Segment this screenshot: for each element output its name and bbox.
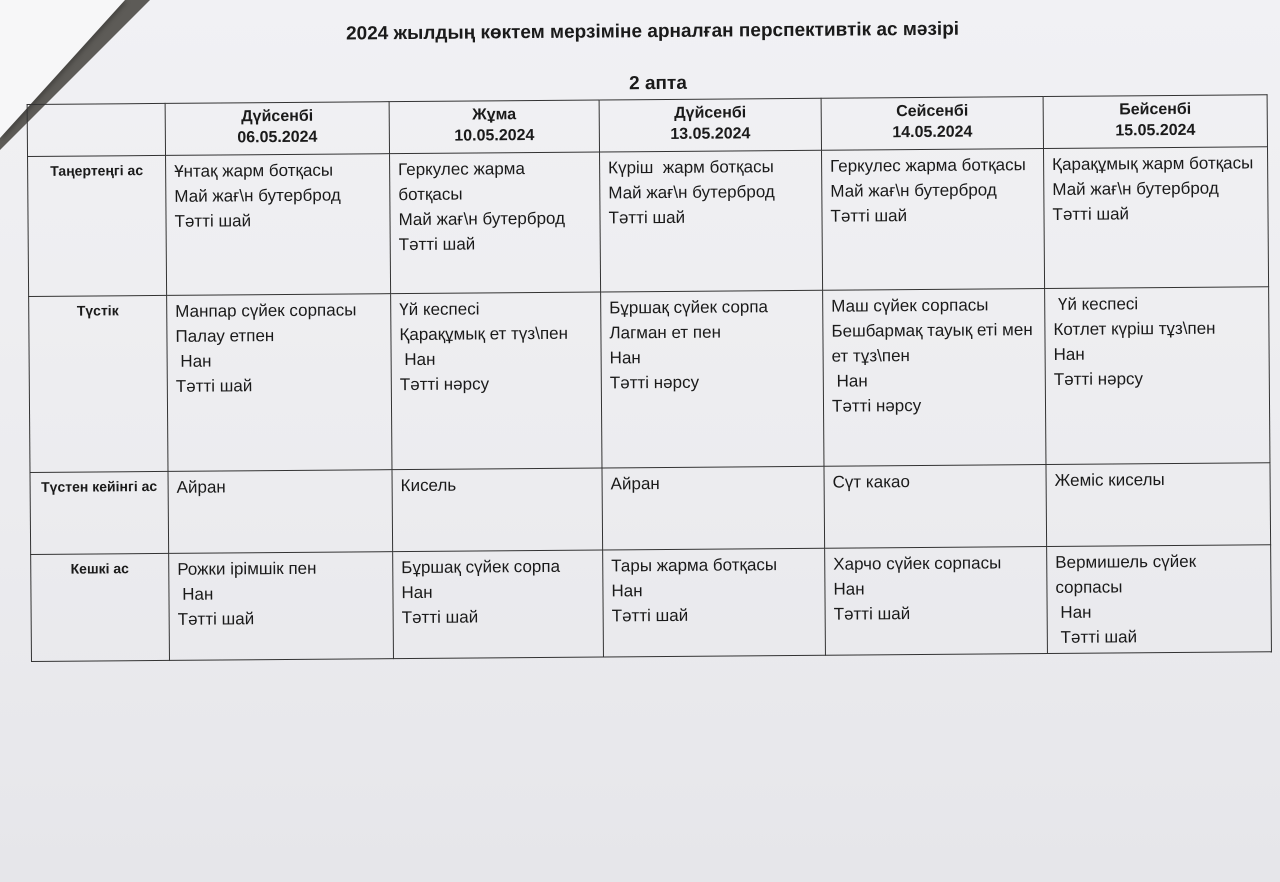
dish-item: Лагман ет пен	[609, 322, 722, 343]
dish-item: Нан	[831, 371, 868, 391]
dish-item: Геркулес жарма ботқасы	[830, 155, 1026, 176]
menu-cell	[1045, 287, 1270, 465]
menu-cell	[825, 547, 1048, 656]
meal-label: Түстен кейінгі ас	[30, 471, 169, 554]
column-header	[821, 97, 1043, 151]
dish-item: Май жағ\н бутерброд	[174, 185, 341, 206]
column-header	[1043, 95, 1267, 149]
corner-cell	[27, 103, 165, 156]
meal-row	[28, 147, 1269, 297]
meal-label: Таңертеңгі ас	[28, 155, 167, 296]
day-name: Жұма	[472, 106, 517, 124]
day-name: Сейсенбі	[896, 102, 969, 121]
menu-cell	[390, 152, 601, 294]
meal-row	[29, 287, 1270, 473]
dish-item: Үй кеспесі	[1053, 294, 1139, 314]
menu-table-body	[28, 147, 1272, 662]
menu-cell	[391, 292, 602, 470]
day-date: 10.05.2024	[454, 127, 535, 145]
day-date: 13.05.2024	[670, 125, 751, 143]
dish-item: Тәтті шай	[398, 234, 476, 255]
dish-item: Нан	[175, 351, 212, 371]
dish-item: Сүт какао	[832, 472, 910, 492]
meal-row	[31, 545, 1272, 662]
day-date: 14.05.2024	[892, 123, 973, 142]
dish-item: Кисель	[400, 475, 457, 496]
menu-cell	[169, 552, 394, 661]
dish-item: Тәтті нәрсу	[399, 374, 490, 395]
dish-item: Тәтті шай	[830, 206, 908, 226]
dish-item: Үй кеспесі	[399, 299, 480, 320]
dish-item: Айран	[610, 474, 660, 494]
column-header	[165, 102, 389, 156]
menu-table	[27, 94, 1272, 662]
dish-item: Жеміс киселы	[1054, 470, 1165, 490]
dish-item: Күріш жарм ботқасы	[608, 157, 774, 178]
meal-label: Түстік	[29, 295, 168, 472]
menu-cell	[392, 468, 603, 552]
menu-cell	[822, 149, 1045, 291]
dish-item: Харчо сүйек сорпасы	[833, 553, 1002, 574]
dish-item: Тәтті шай	[1055, 627, 1138, 647]
dish-item: Тәтті шай	[177, 609, 255, 629]
dish-item: Маш сүйек сорпасы	[831, 295, 989, 316]
dish-item: Айран	[176, 477, 226, 497]
day-date: 06.05.2024	[237, 128, 318, 147]
dish-item: Ұнтақ жарм ботқасы	[174, 160, 334, 181]
menu-cell	[166, 154, 391, 296]
menu-cell	[393, 550, 604, 659]
day-date: 15.05.2024	[1115, 121, 1196, 140]
menu-cell	[603, 548, 826, 657]
dish-item: Нан	[177, 584, 214, 604]
dish-item: Май жағ\н бутерброд	[830, 180, 997, 201]
dish-item: Нан	[611, 581, 643, 601]
dish-item: Тәтті нәрсу	[609, 372, 700, 393]
menu-document	[26, 16, 1276, 662]
day-name: Дүйсенбі	[241, 107, 314, 126]
dish-item: Манпар сүйек сорпасы	[175, 300, 357, 321]
dish-item: Май жағ\н бутерброд	[398, 208, 566, 230]
menu-cell	[600, 150, 823, 292]
dish-item: Нан	[609, 348, 641, 368]
dish-item: Тәтті шай	[833, 604, 911, 624]
dish-item: Бұршақ сүйек сорпа	[401, 556, 561, 578]
meal-row	[30, 463, 1271, 555]
menu-cell	[167, 294, 392, 472]
dish-item: Бешбармақ тауық еті мен ет тұз\пен	[831, 320, 1038, 366]
dish-item: Тәтті шай	[1052, 204, 1130, 224]
dish-item: Тары жарма ботқасы	[611, 555, 778, 576]
dish-item: Май жағ\н бутерброд	[608, 182, 775, 203]
day-name: Бейсенбі	[1119, 100, 1192, 119]
dish-item: Тәтті шай	[401, 607, 479, 628]
menu-cell	[1043, 147, 1268, 289]
document-title: 2024 жылдың көктем мерзіміне арналған перспективтік ас мәзірі	[345, 18, 960, 45]
dish-item: Май жағ\н бутерброд	[1052, 178, 1219, 199]
menu-cell	[823, 289, 1046, 467]
dish-item: Қарақұмық ет түз\пен	[399, 323, 569, 345]
dish-item: Тәтті шай	[611, 605, 689, 626]
dish-item: Нан	[1053, 344, 1085, 364]
dish-item: Нан	[1055, 602, 1092, 622]
menu-cell	[602, 466, 825, 550]
dish-item: Нан	[401, 582, 433, 603]
menu-cell	[601, 290, 824, 468]
dish-item: Тәтті шай	[174, 211, 252, 231]
dish-item: Палау етпен	[175, 326, 275, 346]
column-header	[599, 98, 821, 152]
dish-item: Нан	[833, 579, 865, 599]
dish-item: Котлет күріш тұз\пен	[1053, 318, 1216, 339]
dish-item: Қарақұмық жарм ботқасы	[1052, 153, 1254, 174]
menu-cell	[1046, 463, 1271, 547]
document-subtitle: 2 апта	[628, 72, 687, 95]
meal-label: Кешкі ас	[31, 553, 170, 661]
day-name: Дүйсенбі	[674, 104, 747, 122]
dish-item: Тәтті нәрсу	[831, 395, 922, 416]
dish-item: Вермишель сүйек сорпасы	[1055, 551, 1201, 597]
dish-item: Рожки ірімшік пен	[177, 558, 317, 579]
menu-cell	[824, 465, 1047, 549]
dish-item: Тәтті нәрсу	[1053, 369, 1144, 389]
menu-cell	[168, 470, 393, 554]
dish-item: Бұршақ сүйек сорпа	[609, 297, 769, 318]
dish-item: Тәтті шай	[608, 207, 686, 228]
dish-item: Геркулес жарма ботқасы	[398, 159, 530, 205]
menu-cell	[1047, 545, 1272, 654]
dish-item: Нан	[399, 349, 436, 370]
column-header	[389, 100, 599, 154]
dish-item: Тәтті шай	[175, 376, 253, 396]
